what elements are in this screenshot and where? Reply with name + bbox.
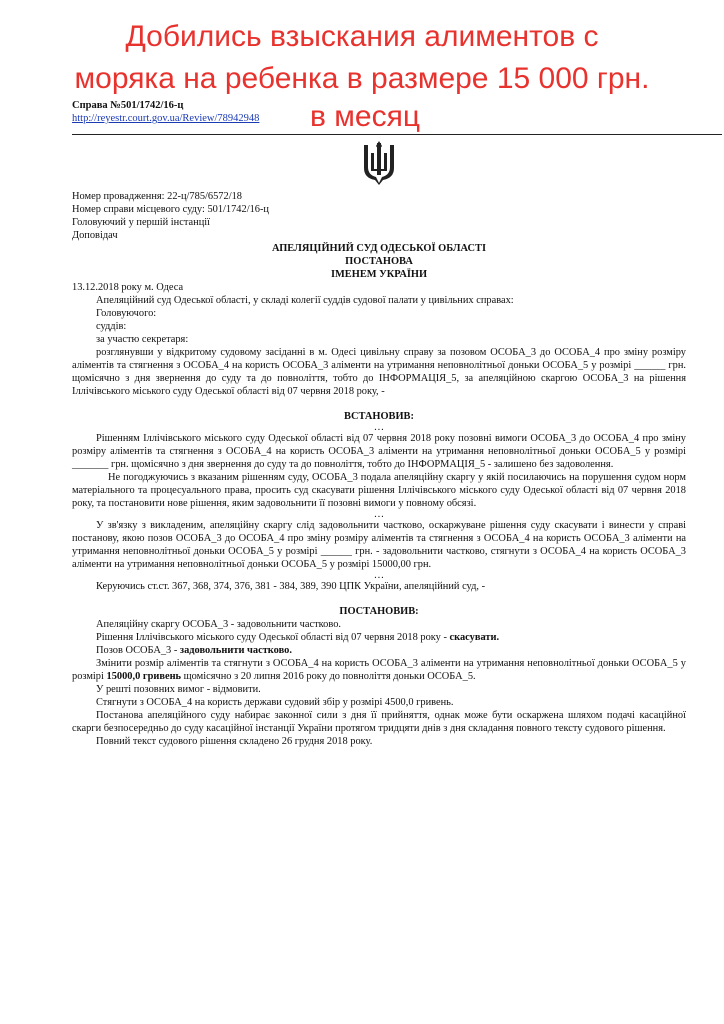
trident-emblem-icon [362, 141, 396, 185]
banner-line-2: моряка на ребенка в размере 15 000 грн. [74, 62, 650, 95]
court-name: АПЕЛЯЦІЙНИЙ СУД ОДЕСЬКОЇ ОБЛАСТІ [271, 243, 487, 254]
local-case-number: Номер справи місцевого суду: 501/1742/16-ц [72, 204, 269, 215]
resolution-emphasis: задовольнити частково. [179, 645, 292, 656]
resolution-text: Позов ОСОБА_3 - [96, 645, 180, 656]
resolution-item-4 [72, 657, 686, 683]
resolution-amount: 15000,0 гривень [106, 671, 182, 682]
resolution-text: Змінити розмір аліментів та стягнути з ОСОБА_4 на користь ОСОБА_3 аліменти на утримання неповнолітньої доньки ОСОБА_5 у розмірі [72, 658, 686, 682]
case-number-label: Справа №501/1742/16-ц [72, 100, 184, 111]
resolution-text: Рішення Іллічівського міського суду Одеської області від 07 червня 2018 року - [96, 632, 450, 643]
omission-dots: … [373, 509, 385, 520]
presiding-first-instance: Головуючий у першій інстанції [72, 217, 211, 228]
secretary-label: за участю секретаря: [96, 334, 189, 345]
header-divider [72, 134, 722, 135]
omission-dots: … [373, 570, 385, 581]
resolution-item-1: Апеляційну скаргу ОСОБА_3 - задовольнити частково. [96, 619, 341, 630]
omission-dots: … [373, 422, 385, 433]
established-paragraph-1: Рішенням Іллічівського міського суду Одеської області від 07 червня 2018 року позовні вимоги ОСОБА_3 до ОСОБА_4 про зміну розміру аліментів та стягнення з ОСОБА_4 на користь ОСОБА_3 аліменти на утримання неповнолітньої доньки ОСОБА_5 у розмірі _______ грн. щомісячно з дня звернення до суду та до повноліття, тобто до ІНФОРМАЦІЯ_5 - залишено без задоволення. [72, 433, 686, 470]
resolution-item-5: У решті позовних вимог - відмовити. [96, 684, 261, 695]
resolution-item-8: Повний текст судового рішення складено 26 грудня 2018 року. [96, 736, 373, 747]
proceeding-number: Номер провадження: 22-ц/785/6572/18 [72, 191, 242, 202]
banner-line-3: в месяц [310, 100, 421, 133]
established-paragraph-2: Не погоджуючись з вказаним рішенням суду, ОСОБА_3 подала апеляційну скаргу у якій посилаючись на порушення судом норм матеріального та процесуального права, просить суд скасувати рішення Іллічівського міського суду Одеської області від 07 червня 2018 року, та постановити нове рішення, яким задовольнити її позовні вимоги у повному обсязі. [72, 472, 686, 509]
established-heading: ВСТАНОВИВ: [344, 411, 414, 422]
document-type: ПОСТАНОВА [345, 256, 413, 267]
panel-composition: Апеляційний суд Одеської області, у складі колегії суддів судової палати у цивільних справах: [96, 295, 514, 306]
in-the-name-heading: ІМЕНЕМ УКРАЇНИ [330, 269, 428, 280]
registry-link[interactable]: http://reyestr.court.gov.ua/Review/78942948 [72, 113, 260, 124]
judges-label: суддів: [96, 321, 127, 332]
resolution-item-2 [72, 631, 686, 644]
resolution-item-7: Постанова апеляційного суду набирає законної сили з дня її прийняття, однак може бути оскаржена шляхом подачі касаційної скарги безпосередньо до суду касаційної інстанції України протягом тридцяти днів з дня складання повного тексту судового рішення. [72, 710, 686, 734]
banner-line-1: Добились взыскания алиментов с [125, 20, 599, 53]
rapporteur: Доповідач [72, 230, 118, 241]
resolution-item-6: Стягнути з ОСОБА_4 на користь держави судовий збір у розмірі 4500,0 гривень. [96, 697, 454, 708]
date-place: 13.12.2018 року м. Одеса [72, 282, 184, 293]
resolution-item-3 [72, 644, 686, 657]
resolution-text: щомісячно з 20 липня 2016 року до повноліття доньки ОСОБА_5. [181, 671, 476, 682]
guided-by-paragraph: Керуючись ст.ст. 367, 368, 374, 376, 381 - 384, 389, 390 ЦПК України, апеляційний суд, - [96, 581, 486, 592]
resolution-emphasis: скасувати. [449, 632, 500, 643]
established-paragraph-3: У зв'язку з викладеним, апеляційну скаргу слід задовольнити частково, оскаржуване рішення суду скасувати і винести у справі постанову, якою позов ОСОБА_3 до ОСОБА_4 про зміну розміру аліментів та стягнення з ОСОБА_4 на користь ОСОБА_3 аліменти на утримання неповнолітньої доньки ОСОБА_5 у розмірі ______ грн. - задовольнити частково, стягнути з ОСОБА_4 на користь ОСОБА_3 аліменти на утримання неповнолітньої доньки ОСОБА_5 у розмірі 15000,00 грн. [72, 520, 686, 570]
document-body [72, 190, 686, 748]
resolved-heading: ПОСТАНОВИВ: [339, 606, 419, 617]
considered-paragraph: розглянувши у відкритому судовому засіданні в м. Одесі цивільну справу за позовом ОСОБА_3 до ОСОБА_4 про зміну розміру аліментів та стягнення з ОСОБА_4 на користь ОСОБА_3 аліменти на утримання неповнолітньої доньки ОСОБА_5 у розмірі ______ грн. щомісячно з дня звернення до суду та до повноліття, тобто до ІНФОРМАЦІЯ_5, за апеляційною скаргою ОСОБА_3 на рішення Іллічівського міського суду Одеської області від 07 червня 2018 року, - [72, 347, 686, 397]
presiding-label: Головуючого: [96, 308, 157, 319]
